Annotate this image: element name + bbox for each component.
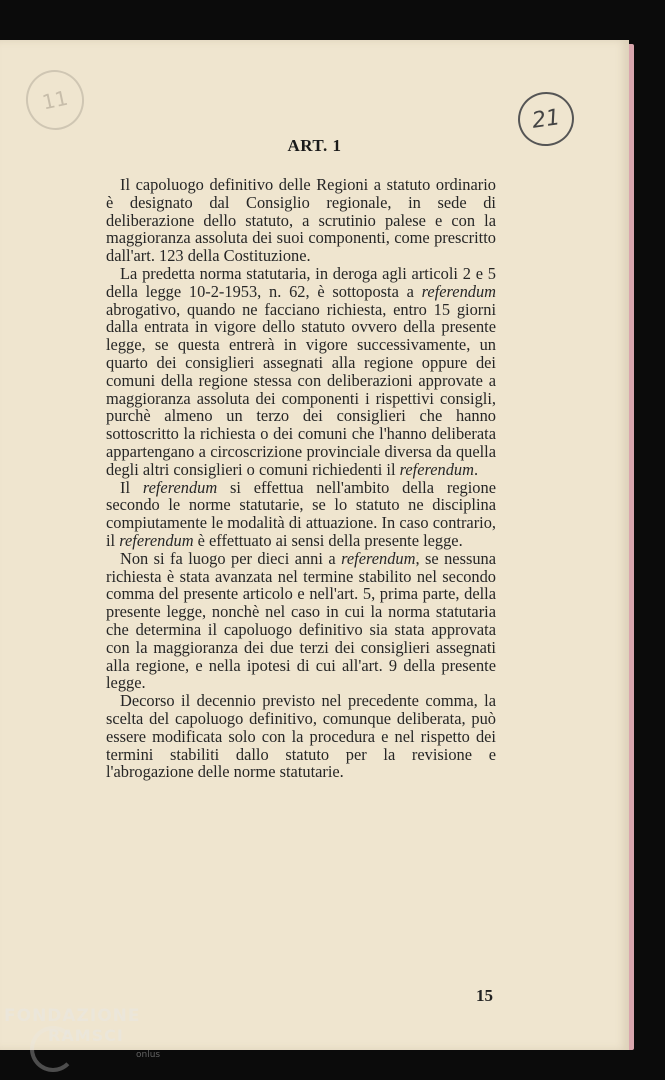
paragraph [106,550,496,692]
watermark-line2: RAMSCI [48,1026,124,1045]
text-run: Il [120,477,143,497]
italic-term: referendum [399,459,474,479]
paragraph [106,692,496,781]
text-run: . [473,459,479,479]
watermark-onlus: onlus [136,1050,161,1060]
stamp-right-number: 21 [530,104,562,134]
italic-term: referendum [341,548,416,568]
italic-term: referendum [421,281,496,301]
text-run: La predetta norma statutaria, in deroga agli articoli 2 e 5 della legge 10-2-1953, n. 62, è sottoposta a [106,263,496,301]
text-run: si effettua nell'ambito della regione secondo le norme statutarie, se lo statuto ne disciplina compiutamente le modalità di attuazione. In caso contrario, il [106,477,496,550]
paragraph [106,176,496,265]
stamp-left-number: 11 [40,85,70,115]
paragraph [106,265,496,479]
text-run: Decorso il decennio previsto nel precedente comma, la scelta del capoluogo definitivo, comunque deliberata, può essere modificata solo con la procedura e nel rispetto dei termini stabiliti dallo statuto per la revisione e l'abrogazione delle norme statutarie. [106,691,496,782]
text-run: abrogativo, quando ne facciano richiesta, entro 15 giorni dalla entrata in vigore dello statuto ovvero della presente legge, se questa entrerà in vigore successivamente, un quarto dei consiglieri assegnati alla regione oppure dei comuni della regione stessa con deliberazioni approvate a maggioranza assoluta dei componenti i rispettivi consigli, purchè almeno un terzo dei consiglieri che hanno sottoscritto la richiesta o dei comuni che l'hanno deliberata appartengano a circoscrizione provinciale diversa da quella degli altri consiglieri o comuni richiedenti il [106,299,496,479]
text-run: è effettuato ai sensi della presente legge. [193,530,463,550]
italic-term: referendum [119,530,194,550]
text-run: Non si fa luogo per dieci anni a [120,548,342,568]
archive-stamp-faint [20,65,89,136]
article-title: ART. 1 [287,136,342,155]
fondazione-gramsci-watermark [4,1006,174,1076]
watermark-line1: FONDAZIONE [4,1006,141,1026]
italic-term: referendum [142,477,218,497]
text-run: , se nessuna richiesta è stata avanzata nel termine stabilito nel secondo comma del presente articolo e nell'art. 5, prima parte, della presente legge, nonchè nel caso in cui la norma statutaria che determina il capoluogo definitivo sia stata approvata con la maggioranza dei due terzi dei consiglieri assegnati alla regione, e nella ipotesi di cui all'art. 9 della presente legge. [106,548,496,693]
article-body [106,176,496,781]
document-page [0,40,629,1050]
paragraph [106,479,496,550]
text-run: Il capoluogo definitivo delle Regioni a statuto ordinario è designato dal Consiglio regionale, in sede di deliberazione dello statuto, a scrutinio palese e con la maggioranza assoluta dei suoi componenti, come prescritto dall'art. 123 della Costituzione. [106,175,496,266]
page-number: 15 [476,986,493,1005]
